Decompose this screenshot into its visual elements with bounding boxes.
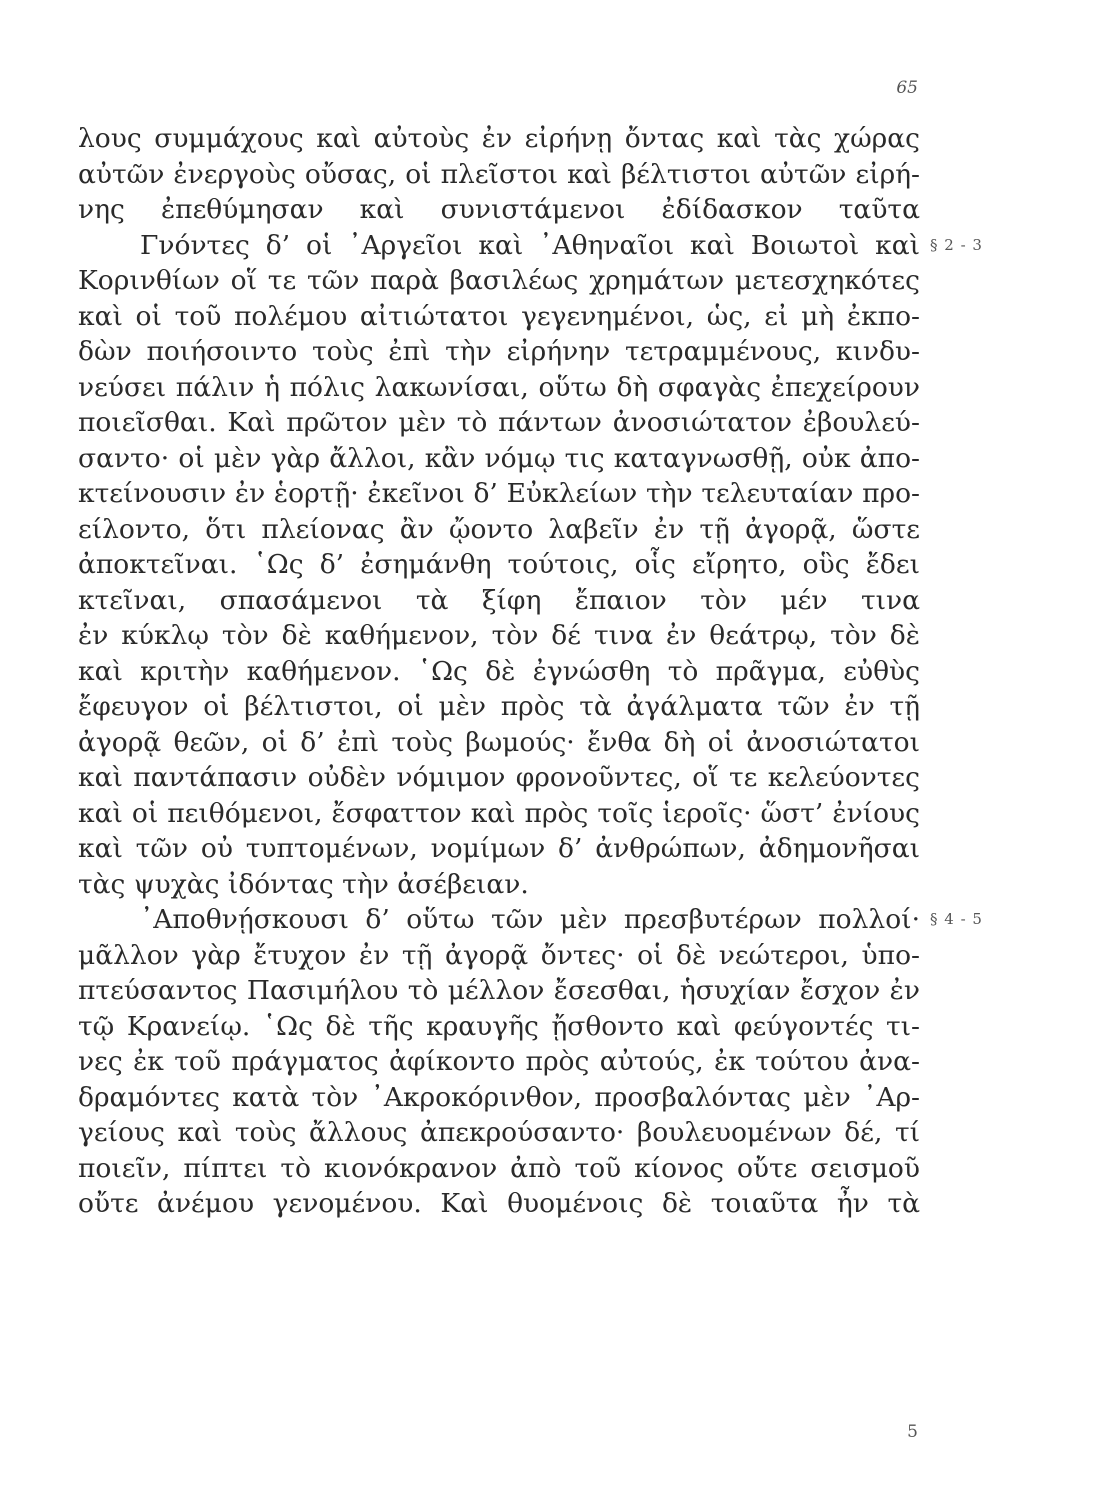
text-line-content: οὔτε ἀνέμου γενομένου. Καὶ θυομένοις δὲ τοιαῦτα ἦν τὰ (78, 1188, 920, 1219)
text-line-content: κτείνουσιν ἐν ἑορτῇ· ἐκεῖνοι δ’ Εὐκλείων τὴν τελευταίαν προ- (78, 478, 920, 509)
text-line (78, 902, 983, 938)
text-line (78, 512, 920, 548)
text-line-content: κτεῖναι, σπασάμενοι τὰ ξίφη ἔπαιον τὸν μέν τινα (78, 584, 920, 616)
text-line (78, 618, 920, 654)
text-line (78, 476, 920, 512)
text-line-content: καὶ οἱ πειθόμενοι, ἔσφαττον καὶ πρὸς τοῖς ἱεροῖς· ὥστ’ ἐνίους (78, 797, 920, 829)
text-line-content: πτεύσαντος Πασιμήλου τὸ μέλλον ἔσεσθαι, ἡσυχίαν ἔσχον ἐν (78, 975, 920, 1006)
text-line (78, 121, 920, 157)
margin-section-note: § 4 - 5 (930, 910, 983, 928)
text-line-content: δραμόντες κατὰ τὸν ᾿Ακροκόρινθον, προσβαλόντας μὲν ᾿Αρ- (78, 1081, 920, 1113)
text-line-content: μᾶλλον γὰρ ἔτυχον ἐν τῇ ἀγορᾷ ὄντες· οἱ δὲ νεώτεροι, ὑπο- (78, 939, 920, 971)
text-line (78, 867, 920, 903)
text-line (78, 157, 920, 193)
text-line (78, 1115, 920, 1151)
text-line (78, 1151, 920, 1187)
text-line-content: καὶ οἱ τοῦ πολέμου αἰτιώτατοι γεγενημένοι, ὡς, εἰ μὴ ἐκπο- (78, 300, 920, 332)
text-line-content: ἀγορᾷ θεῶν, οἱ δ’ ἐπὶ τοὺς βωμούς· ἔνθα δὴ οἱ ἀνοσιώτατοι (78, 726, 920, 758)
text-line-content: τῷ Κρανείῳ. ῾Ως δὲ τῆς κραυγῆς ᾔσθοντο καὶ φεύγοντές τι- (78, 1010, 920, 1042)
text-line-content: ᾿Αποθνῄσκουσι δ’ οὕτω τῶν μὲν πρεσβυτέρων πολλοί· (140, 904, 920, 935)
text-line (78, 1080, 920, 1116)
text-line-content: ἀποκτεῖναι. ῾Ως δ’ ἐσημάνθη τούτοις, οἷς εἴρητο, οὓς ἔδει (78, 549, 920, 580)
page-number: 65 (896, 78, 918, 98)
text-line-content: αὐτῶν ἐνεργοὺς οὔσας, οἱ πλεῖστοι καὶ βέλτιστοι αὐτῶν εἰρή- (78, 158, 920, 190)
text-line-content: ἔφευγον οἱ βέλτιστοι, οἱ μὲν πρὸς τὰ ἀγάλματα τῶν ἐν τῇ (78, 691, 920, 722)
text-line-content: λους συμμάχους καὶ αὐτοὺς ἐν εἰρήνῃ ὄντας καὶ τὰς χώρας (78, 123, 920, 154)
text-line (78, 1044, 920, 1080)
text-line-content: νες ἐκ τοῦ πράγματος ἀφίκοντο πρὸς αὐτούς, ἐκ τούτου ἀνα- (78, 1046, 920, 1077)
text-line-content: ποιεῖν, πίπτει τὸ κιονόκρανον ἀπὸ τοῦ κίονος οὔτε σεισμοῦ (78, 1152, 920, 1184)
text-line-content: Γνόντες δ’ οἱ ᾿Αργεῖοι καὶ ᾿Αθηναῖοι καὶ Βοιωτοὶ καὶ (140, 229, 920, 261)
body-text (78, 121, 983, 1222)
text-line-content: Κορινθίων οἵ τε τῶν παρὰ βασιλέως χρημάτων μετεσχηκότες (78, 265, 920, 296)
text-line-content: νης ἐπεθύμησαν καὶ συνιστάμενοι ἐδίδασκον ταῦτα (78, 194, 920, 225)
text-line-content: είλοντο, ὅτι πλείονας ἂν ᾤοντο λαβεῖν ἐν τῇ ἀγορᾷ, ὥστε (78, 513, 920, 545)
text-line-content: γείους καὶ τοὺς ἄλλους ἀπεκρούσαντο· βουλευομένων δέ, τί (78, 1117, 920, 1148)
text-line-content: ἐν κύκλῳ τὸν δὲ καθήμενον, τὸν δέ τινα ἐν θεάτρῳ, τὸν δὲ (78, 620, 920, 651)
text-line (78, 583, 920, 619)
text-line (78, 760, 920, 796)
text-line-content: νεύσει πάλιν ἡ πόλις λακωνίσαι, οὕτω δὴ σφαγὰς ἐπεχείρουν (78, 371, 920, 403)
text-line-content: τὰς ψυχὰς ἰδόντας τὴν ἀσέβειαν. (78, 868, 529, 900)
margin-section-note: § 2 - 3 (930, 235, 983, 254)
text-line-content: σαντο· οἱ μὲν γὰρ ἄλλοι, κἂν νόμῳ τις καταγνωσθῇ, οὐκ ἀπο- (78, 442, 920, 474)
text-line-content: ποιεῖσθαι. Καὶ πρῶτον μὲν τὸ πάντων ἀνοσιώτατον ἐβουλεύ- (78, 407, 920, 438)
text-line (78, 973, 920, 1009)
text-line (78, 405, 920, 441)
text-line (78, 228, 983, 264)
text-line (78, 654, 920, 690)
text-line (78, 370, 920, 406)
text-line (78, 334, 920, 370)
text-line (78, 725, 920, 761)
text-line-content: καὶ κριτὴν καθήμενον. ῾Ως δὲ ἐγνώσθη τὸ πρᾶγμα, εὐθὺς (78, 655, 920, 687)
text-line (78, 689, 920, 725)
text-line (78, 547, 920, 583)
text-line-content: καὶ παντάπασιν οὐδὲν νόμιμον φρονοῦντες, οἵ τε κελεύοντες (78, 762, 920, 793)
text-line (78, 1186, 920, 1222)
text-line (78, 263, 920, 299)
text-line (78, 938, 920, 974)
text-line (78, 831, 920, 867)
text-line (78, 796, 920, 832)
text-line (78, 1009, 920, 1045)
signature-mark: 5 (907, 1422, 918, 1442)
text-line (78, 299, 920, 335)
text-line (78, 192, 920, 228)
text-line (78, 441, 920, 477)
text-line-content: δὼν ποιήσοιντο τοὺς ἐπὶ τὴν εἰρήνην τετραμμένους, κινδυ- (78, 336, 920, 367)
text-line-content: καὶ τῶν οὐ τυπτομένων, νομίμων δ’ ἀνθρώπων, ἀδημονῆσαι (78, 833, 920, 864)
